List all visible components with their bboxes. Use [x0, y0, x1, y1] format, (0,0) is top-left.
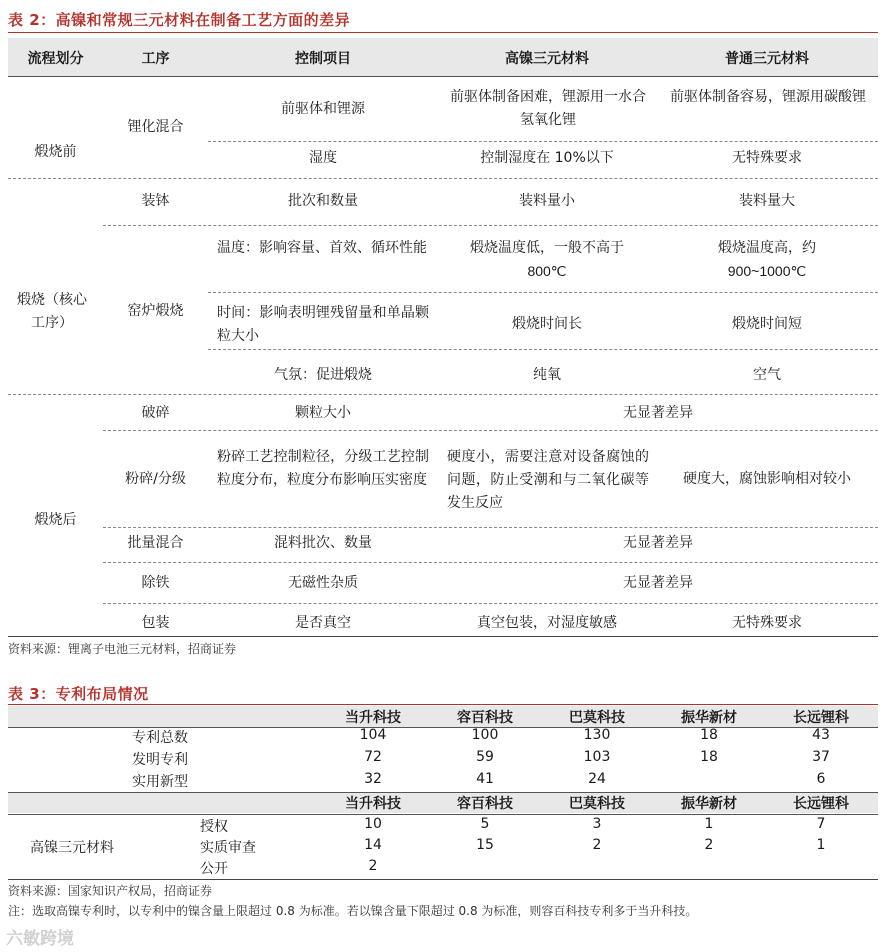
table2-header-high: 高镍三元材料 — [505, 51, 589, 67]
process-grind: 粉碎/分级 — [125, 471, 186, 487]
invention-1: 72 — [364, 749, 382, 765]
invention-2: 59 — [476, 749, 494, 765]
row-divider-pre — [8, 178, 878, 179]
table2-source: 资料来源：锂离子电池三元材料，招商证券 — [8, 642, 237, 656]
process-bowl: 装钵 — [141, 193, 170, 209]
sub-company-3: 巴莫科技 — [569, 796, 625, 812]
row-divider-batch — [103, 562, 878, 563]
table3-source: 资料来源：国家知识产权局，招商证券 — [8, 884, 213, 898]
item-grind: 粉碎工艺控制粒径，分级工艺控制粒度分布，粒度分布影响压实密度 — [217, 449, 429, 488]
invention-5: 37 — [812, 749, 830, 765]
high-precursor: 前驱体制备困难，锂源用一水合氢氧化锂 — [450, 89, 646, 128]
row-label-published: 公开 — [200, 861, 228, 877]
both-iron: 无显著差异 — [623, 575, 693, 591]
examination-1: 14 — [364, 837, 382, 853]
total-1: 104 — [359, 727, 387, 743]
utility-2: 41 — [476, 771, 494, 787]
granted-4: 1 — [704, 816, 714, 832]
high-humidity: 控制湿度在 10%以下 — [480, 150, 614, 166]
row-divider-bowl — [103, 225, 878, 226]
table2-title: 表 2：高镍和常规三元材料在制备工艺方面的差异 — [8, 11, 351, 29]
normal-grind: 硬度大，腐蚀影响相对较小 — [683, 471, 851, 487]
item-iron: 无磁性杂质 — [288, 575, 358, 591]
normal-bowl: 装料量大 — [739, 193, 795, 209]
row-divider-iron — [103, 603, 878, 604]
table2-header-item: 控制项目 — [295, 51, 351, 67]
normal-precursor: 前驱体制备容易，锂源用碳酸锂 — [670, 89, 866, 105]
table3-title: 表 3：专利布局情况 — [8, 685, 149, 703]
row-divider-kiln2 — [208, 349, 878, 350]
row-label-granted: 授权 — [200, 819, 228, 835]
item-temperature: 温度：影响容量、首效、循环性能 — [217, 240, 427, 256]
table3-bottom-rule — [8, 879, 878, 880]
item-atmosphere: 气氛：促进煅烧 — [274, 367, 372, 383]
high-time: 煅烧时间长 — [512, 316, 582, 332]
row-label-utility: 实用新型 — [132, 774, 188, 790]
stage-core: 煅烧（核心工序） — [17, 292, 87, 331]
stage-pre: 煅烧前 — [34, 144, 77, 160]
high-pack: 真空包装，对湿度敏感 — [477, 615, 617, 631]
item-humidity: 湿度 — [309, 150, 337, 166]
high-atmosphere: 纯氧 — [533, 367, 561, 383]
examination-3: 2 — [592, 837, 602, 853]
company-4: 振华新材 — [681, 710, 737, 726]
company-3: 巴莫科技 — [569, 710, 625, 726]
high-temperature-value: 800℃ — [527, 263, 567, 279]
table2-header-normal: 普通三元材料 — [725, 51, 809, 67]
company-1: 当升科技 — [345, 710, 401, 726]
high-temperature-text: 煅烧温度低，一般不高于 — [470, 240, 624, 256]
granted-3: 3 — [592, 816, 602, 832]
company-2: 容百科技 — [457, 710, 513, 726]
process-iron: 除铁 — [141, 575, 170, 591]
examination-2: 15 — [476, 837, 494, 853]
stage-post: 煅烧后 — [34, 512, 77, 528]
sub-company-5: 长远锂科 — [793, 796, 849, 812]
row-label-examination: 实质审查 — [200, 840, 256, 856]
sub-company-1: 当升科技 — [345, 796, 401, 812]
row-label-invention: 发明专利 — [132, 752, 188, 768]
table3-top-rule — [8, 704, 878, 705]
total-3: 130 — [583, 727, 611, 743]
group-label-high-nickel: 高镍三元材料 — [30, 840, 114, 856]
table2-top-rule — [8, 32, 878, 33]
examination-4: 2 — [704, 837, 714, 853]
utility-3: 24 — [588, 771, 606, 787]
row-label-total: 专利总数 — [132, 730, 188, 746]
both-crush: 无显著差异 — [623, 405, 693, 421]
process-kiln: 窑炉煅烧 — [127, 303, 184, 319]
item-batch-mix: 混料批次、数量 — [274, 535, 372, 551]
row-divider-crush — [103, 430, 878, 431]
total-2: 100 — [471, 727, 499, 743]
table2-header-stage: 流程划分 — [27, 51, 84, 67]
normal-pack: 无特殊要求 — [732, 615, 802, 631]
row-divider-core — [8, 394, 878, 395]
total-5: 43 — [812, 727, 830, 743]
invention-4: 18 — [700, 749, 718, 765]
normal-humidity: 无特殊要求 — [732, 150, 802, 166]
item-batch-quantity: 批次和数量 — [288, 193, 358, 209]
normal-temperature-value: 900~1000℃ — [727, 263, 807, 279]
item-particle-size: 颗粒大小 — [295, 405, 351, 421]
granted-5: 7 — [816, 816, 826, 832]
granted-2: 5 — [480, 816, 490, 832]
high-grind: 硬度小，需要注意对设备腐蚀的问题，防止受潮和与二氧化碳等发生反应 — [447, 449, 649, 511]
table2-bottom-rule — [8, 636, 878, 637]
row-divider-mix — [208, 141, 878, 142]
item-precursor: 前驱体和锂源 — [281, 101, 365, 117]
sub-company-2: 容百科技 — [457, 796, 513, 812]
total-4: 18 — [700, 727, 718, 743]
table3-subheader-rule — [8, 814, 878, 815]
sub-company-4: 振华新材 — [681, 796, 737, 812]
table3-note: 注：选取高镍专利时，以专利中的镍含量上限超过 0.8 为标准。若以镍含量下限超过 0.8 为标准，则容百科技专利多于当升科技。 — [8, 904, 698, 918]
row-divider-kiln1 — [208, 292, 878, 293]
table2-header-process: 工序 — [141, 51, 170, 67]
process-mix: 锂化混合 — [127, 119, 184, 135]
both-batch-mix: 无显著差异 — [623, 535, 693, 551]
invention-3: 103 — [583, 749, 611, 765]
normal-atmosphere: 空气 — [753, 367, 781, 383]
item-vacuum: 是否真空 — [295, 615, 351, 631]
utility-5: 6 — [816, 771, 826, 787]
watermark: 六敏跨境 — [6, 929, 74, 949]
normal-temperature-text: 煅烧温度高，约 — [718, 240, 816, 256]
process-pack: 包装 — [141, 615, 170, 631]
utility-1: 32 — [364, 771, 382, 787]
granted-1: 10 — [364, 816, 382, 832]
normal-time: 煅烧时间短 — [732, 316, 802, 332]
table2-header-rule — [8, 76, 878, 77]
process-crush: 破碎 — [141, 405, 170, 421]
process-batch-mix: 批量混合 — [127, 535, 184, 551]
high-bowl: 装料量小 — [519, 193, 575, 209]
row-divider-grind — [103, 527, 878, 528]
examination-5: 1 — [816, 837, 826, 853]
company-5: 长远锂科 — [793, 710, 849, 726]
item-time: 时间：影响表明锂残留量和单晶颗粒大小 — [217, 305, 429, 344]
published-1: 2 — [368, 858, 378, 874]
